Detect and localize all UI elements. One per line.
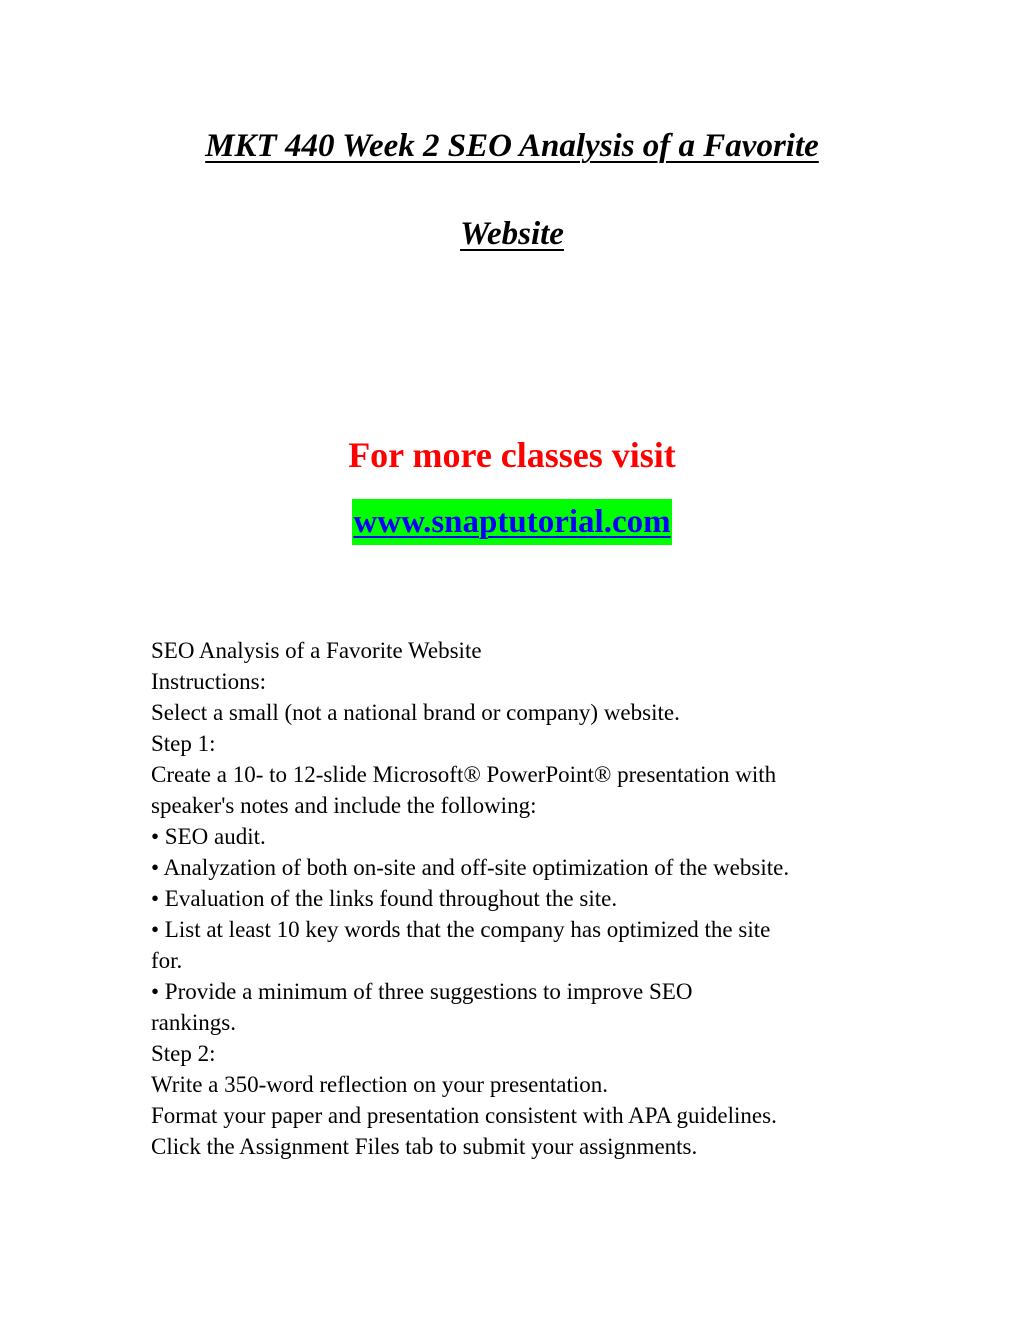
bullet-item: • List at least 10 key words that the company has optimized the site [151,917,771,942]
bullet-item: • Provide a minimum of three suggestions to improve SEO [151,979,693,1004]
body-line: Write a 350-word reflection on your presentation. [151,1072,609,1097]
promo-link-wrapper [0,499,1024,545]
bullet-item: • SEO audit. [151,824,266,849]
body-line: Create a 10- to 12-slide Microsoft® PowerPoint® presentation with [151,762,777,787]
body-line-step-label: Step 1: [151,731,216,756]
document-title-line-2: Website [460,216,564,252]
promo-heading: For more classes visit [348,435,676,475]
body-line: Select a small (not a national brand or company) website. [151,700,680,725]
body-line: speaker's notes and include the following: [151,793,537,818]
body-line-step-label: Step 2: [151,1041,216,1066]
body-line-heading: SEO Analysis of a Favorite Website [151,638,482,663]
body-line-instructions-label: Instructions: [151,669,266,694]
bullet-item-continuation: rankings. [151,1010,236,1035]
body-line: Format your paper and presentation consistent with APA guidelines. [151,1103,777,1128]
bullet-item: • Evaluation of the links found throughout the site. [151,886,618,911]
bullet-item: • Analyzation of both on-site and off-site optimization of the website. [151,855,790,880]
document-title-line-1: MKT 440 Week 2 SEO Analysis of a Favorite [205,128,819,164]
promo-link[interactable]: www.snaptutorial.com [352,499,671,545]
body-line: Click the Assignment Files tab to submit your assignments. [151,1134,698,1159]
bullet-item-continuation: for. [151,948,183,973]
assignment-body [151,635,911,1162]
